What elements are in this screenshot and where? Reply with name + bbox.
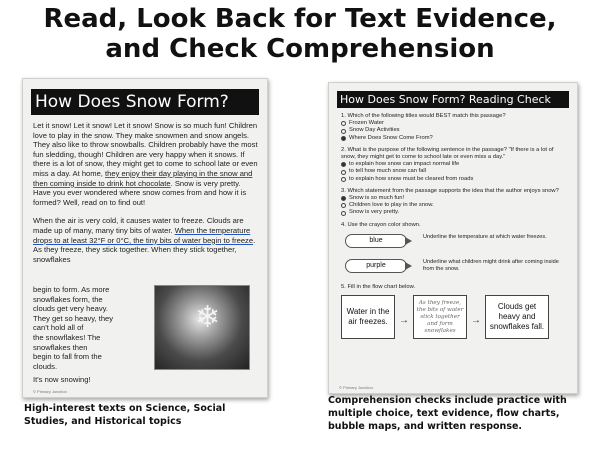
flow-chart [341, 295, 569, 345]
q2-option[interactable] [341, 168, 569, 175]
passage-paragraph-1 [33, 121, 259, 207]
passage-sheet [22, 78, 268, 398]
q3-option[interactable] [341, 209, 569, 216]
check-title: How Does Snow Form? Reading Check [337, 91, 569, 108]
arrow-right-icon: → [399, 315, 409, 327]
headline-line-2: and Check Comprehension [105, 34, 495, 64]
flow-box-1[interactable]: Water in the air freezes. [341, 295, 395, 339]
check-footer: © Primary Junction [339, 385, 373, 390]
crayon-label-purple: purple [345, 259, 407, 273]
wrap-line: snowflakes then [33, 342, 88, 352]
reading-check-sheet [328, 82, 578, 394]
crayon-tip-icon [405, 237, 412, 245]
caption-left: High-interest texts on Science, Social Studies, and Historical topics [24, 403, 226, 427]
red-underlined-evidence: they enjoy their day playing in the snow and then coming inside to drink hot chocolate [33, 168, 253, 188]
passage-ending: It's now snowing! [33, 375, 91, 384]
option-label: Snow Day Activities [349, 127, 400, 134]
radio-icon [341, 170, 346, 175]
wrap-line: They get so heavy, they [33, 313, 114, 323]
option-label: Snow is very pretty. [349, 209, 400, 216]
crayon-row-blue [345, 232, 569, 254]
radio-icon [341, 177, 346, 182]
wrap-line: clouds get very heavy. [33, 304, 108, 314]
wrap-line: snowflakes form, the [33, 294, 103, 304]
question-3: 3. Which statement from the passage supports the idea that the author enjoys snow? [341, 187, 559, 194]
radio-filled-icon [341, 136, 346, 141]
wrap-line: can't hold all of [33, 323, 84, 333]
crayon-tip-icon [405, 262, 412, 270]
question-2: 2. What is the purpose of the following sentence in the passage? "If there is a lot of snow, they might get to come to school late or even miss a day." [341, 146, 554, 161]
radio-filled-icon [341, 196, 346, 201]
option-label: to tell how much snow can fall [349, 168, 427, 175]
radio-filled-icon [341, 162, 346, 167]
option-label: to explain how snow can impact normal life [349, 161, 460, 168]
option-label: Where Does Snow Come From? [349, 134, 433, 141]
radio-icon [341, 211, 346, 216]
q3-option[interactable] [341, 202, 569, 209]
wrap-line: clouds. [33, 361, 58, 371]
radio-icon [341, 129, 346, 134]
option-label: to explain how snow must be cleared from roads [349, 175, 474, 182]
headline-line-1: Read, Look Back for Text Evidence, [43, 4, 557, 34]
radio-icon [341, 203, 346, 208]
q3-option[interactable] [341, 195, 569, 202]
caption-right: Comprehension checks include practice with multiple choice, text evidence, flow charts, bubble maps, and written response. [328, 395, 567, 432]
passage-paragraph-2 [33, 216, 259, 264]
q1-option[interactable] [341, 135, 569, 142]
q2-option[interactable] [341, 161, 569, 168]
q1-option[interactable] [341, 127, 569, 134]
option-label: Frozen Water [349, 120, 384, 127]
question-4: 4. Use the crayon color shown. [341, 221, 421, 228]
snowflake-photo [154, 285, 250, 370]
paragraph-text: Let it snow! Let it snow! Let it snow! Snow is so much fun! Children love to play in the snow. They make snowmen and snow angels. They also like to throw snowballs. Children probably have the most fun sledding, though! Children are very happy when it snows. If there is a lot of snow, they might get to come to school late or even miss a day. At home, [33, 121, 258, 178]
option-label: Children love to play in the snow. [349, 202, 434, 209]
paragraph-text: When the air is very cold, it causes water to freeze. Clouds are made up of many, many tiny bits of water. [33, 216, 244, 235]
wrap-line: the snowflakes! The [33, 332, 101, 342]
paragraph-text: . Snow is very pretty. Have you ever wondered where snow comes from and how it is formed? Well, read on to find out! [33, 178, 247, 207]
wrap-line: begin to fall from the [33, 352, 102, 362]
arrow-right-icon: → [471, 315, 481, 327]
flow-box-3[interactable]: Clouds get heavy and snowflakes fall. [485, 295, 549, 339]
crayon-instruction: Underline what children might drink after coming inside from the snow. [423, 258, 559, 272]
crayon-instruction: Underline the temperature at which water freezes. [423, 233, 547, 240]
paragraph-text: . As they freeze, they stick together. When they stick together, snowflakes [33, 235, 256, 264]
question-1: 1. Which of the following titles would BEST match this passage? [341, 113, 506, 119]
passage-title: How Does Snow Form? [31, 89, 259, 115]
crayon-label-blue: blue [345, 234, 407, 248]
question-5: 5. Fill in the flow chart below. [341, 283, 416, 290]
snowflake-icon: ❄ [195, 301, 221, 334]
headline [0, 4, 600, 64]
q1-option[interactable] [341, 120, 569, 127]
passage-footer: © Primary Junction [33, 389, 67, 394]
blue-underlined-evidence: When the temperature drops to at least 32°F or 0°C, the tiny bits of water begin to freeze [33, 225, 254, 245]
wrap-line: begin to form. As more [33, 285, 110, 294]
crayon-row-purple [345, 257, 569, 279]
q2-option[interactable] [341, 176, 569, 183]
radio-icon [341, 121, 346, 126]
passage-wrap-text [33, 285, 151, 371]
option-label: Snow is so much fun! [349, 195, 405, 202]
flow-box-2[interactable]: As they freeze, the bits of water stick together and form snowflakes [413, 295, 467, 339]
